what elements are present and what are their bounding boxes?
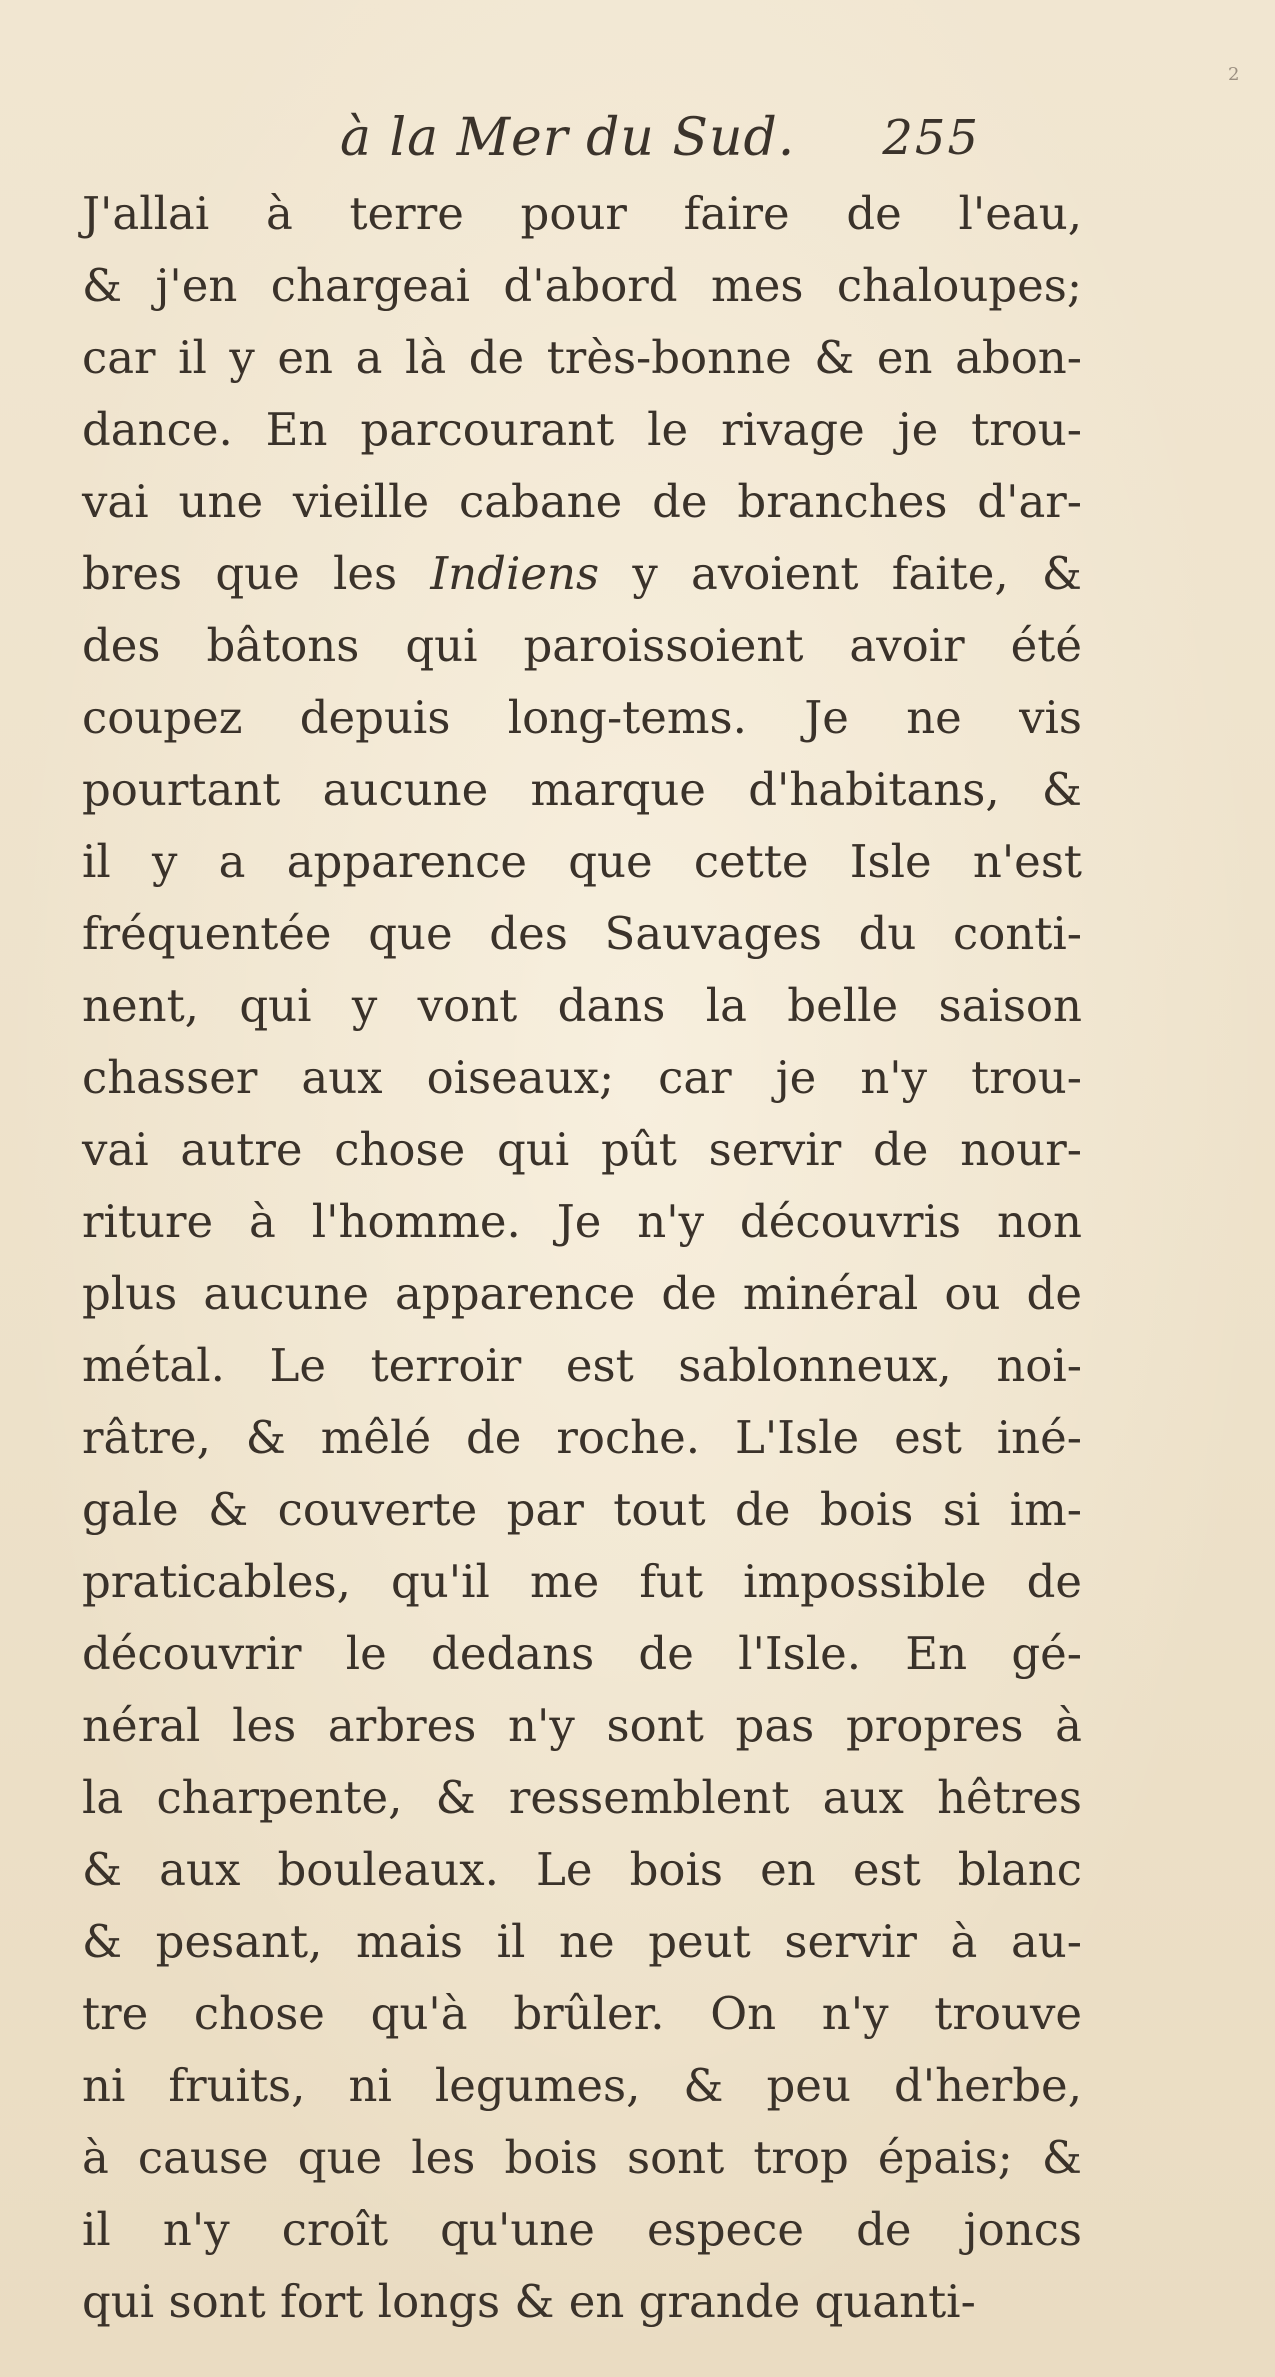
text-line: riture à l'homme. Je n'y découvris non <box>82 1195 1082 1248</box>
text-line: J'allai à terre pour faire de l'eau, <box>82 187 1082 240</box>
text-line: praticables, qu'il me fut impossible de <box>82 1555 1082 1608</box>
text-line: à cause que les bois sont trop épais; & <box>82 2131 1082 2184</box>
text-line: métal. Le terroir est sablonneux, noi- <box>82 1339 1082 1392</box>
page-number: 255 <box>882 110 980 166</box>
text-line: ni fruits, ni legumes, & peu d'herbe, <box>82 2059 1082 2112</box>
text-run: y avoient faite, & <box>599 547 1082 600</box>
text-line: & j'en chargeai d'abord mes chaloupes; <box>82 259 1082 312</box>
text-line: il y a apparence que cette Isle n'est <box>82 835 1082 888</box>
corner-mark: 2 <box>1228 64 1240 85</box>
text-line: gale & couverte par tout de bois si im- <box>82 1483 1082 1536</box>
text-line: découvrir le dedans de l'Isle. En gé- <box>82 1627 1082 1680</box>
text-line: néral les arbres n'y sont pas propres à <box>82 1699 1082 1752</box>
text-line: coupez depuis long-tems. Je ne vis <box>82 691 1082 744</box>
text-line: nent, qui y vont dans la belle saison <box>82 979 1082 1032</box>
text-line: & aux bouleaux. Le bois en est blanc <box>82 1843 1082 1896</box>
text-line: il n'y croît qu'une espece de joncs <box>82 2203 1082 2256</box>
text-line: dance. En parcourant le rivage je trou- <box>82 403 1082 456</box>
text-line: la charpente, & ressemblent aux hêtres <box>82 1771 1082 1824</box>
text-line: plus aucune apparence de minéral ou de <box>82 1267 1082 1320</box>
body-text <box>82 178 1082 2338</box>
text-run: bres que les <box>82 547 431 600</box>
text-line: chasser aux oiseaux; car je n'y trou- <box>82 1051 1082 1104</box>
text-line: râtre, & mêlé de roche. L'Isle est iné- <box>82 1411 1082 1464</box>
text-line: fréquentée que des Sauvages du conti- <box>82 907 1082 960</box>
text-line: pourtant aucune marque d'habitans, & <box>82 763 1082 816</box>
running-head <box>340 108 980 168</box>
italic-word: Indiens <box>430 547 600 600</box>
text-line <box>82 538 1082 610</box>
text-line: vai une vieille cabane de branches d'ar- <box>82 475 1082 528</box>
running-title: à la Mer du Sud. <box>340 108 796 168</box>
text-line: tre chose qu'à brûler. On n'y trouve <box>82 1987 1082 2040</box>
text-line: qui sont fort longs & en grande quanti- <box>82 2275 976 2328</box>
text-line: vai autre chose qui pût servir de nour- <box>82 1123 1082 1176</box>
text-line: des bâtons qui paroissoient avoir été <box>82 619 1082 672</box>
text-line: & pesant, mais il ne peut servir à au- <box>82 1915 1082 1968</box>
text-line: car il y en a là de très-bonne & en abon- <box>82 331 1082 384</box>
